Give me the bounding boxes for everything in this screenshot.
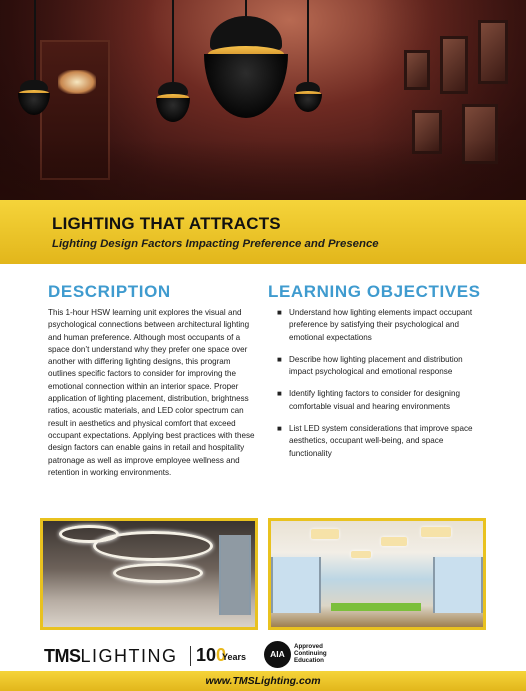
- objective-item: [276, 388, 486, 413]
- logo-tms-text: TMS: [44, 646, 81, 666]
- bullet-icon: ■: [277, 389, 282, 399]
- anniversary-years: Years: [222, 652, 247, 662]
- objectives-list: [276, 307, 486, 470]
- hero-wall-frame: [404, 50, 430, 90]
- page-subtitle: Lighting Design Factors Impacting Preference and Presence: [52, 238, 379, 250]
- ceiling-panel: [351, 551, 371, 558]
- pendant-cord: [172, 0, 174, 84]
- objective-item: [276, 354, 486, 379]
- description-body: This 1-hour HSW learning unit explores the visual and psychological connections between architectural lighting and human preference. Although most occupants of a space don’t understand why they prefer one space over another with differing lighting designs, this program outlines specific factors to consider for improving the emotional connection within an interior space. Proper application of lighting placement, distribution, brightness ratios, acoustic materials, and LED color spectrum can result in aesthetics and physical comfort that exceed occupant expectations. Applying best practices with these design factors can enable gains in retail and hospitality patronage as well as improve employee wellness and retention in working environments.: [48, 308, 255, 477]
- bullet-icon: ■: [277, 308, 282, 317]
- green-floor-patch: [331, 603, 421, 611]
- pendant-cord: [34, 0, 36, 82]
- objective-item: [276, 423, 486, 460]
- window: [433, 557, 483, 613]
- ceiling-panel: [381, 537, 407, 546]
- office-photo: [268, 518, 486, 630]
- window: [219, 535, 251, 615]
- hero-wall-frame: [478, 20, 508, 84]
- description-heading: DESCRIPTION: [48, 282, 171, 301]
- pendant-cord: [307, 0, 309, 84]
- website-url: www.TMSLighting.com: [205, 675, 321, 687]
- anniversary-number: 10: [196, 645, 217, 665]
- page-title: LIGHTING THAT ATTRACTS: [52, 214, 281, 233]
- objective-item: [276, 307, 486, 344]
- aia-badge-icon: AIA: [264, 641, 291, 668]
- ceiling-panel: [421, 527, 451, 537]
- hero-image: [0, 0, 526, 200]
- ceiling-panel: [311, 529, 339, 539]
- aia-badge-text: [294, 643, 354, 665]
- objective-text: List LED system considerations that improve space aesthetics, occupant well-being, and space functionality: [289, 424, 473, 458]
- anniversary-number-accent: 0: [216, 645, 227, 665]
- lounge-photo: [40, 518, 258, 630]
- tms-lighting-logo: [44, 646, 178, 667]
- objective-text: Understand how lighting elements impact occupant preference by satisfying their psychological and emotional expectations: [289, 308, 473, 342]
- hero-wall-frame: [440, 36, 468, 94]
- aia-line: Education: [294, 657, 324, 665]
- objectives-heading: LEARNING OBJECTIVES: [268, 282, 481, 301]
- aia-line: Approved: [294, 643, 323, 650]
- bullet-icon: ■: [277, 424, 282, 434]
- hero-shelf-glow: [58, 70, 96, 94]
- logo-lighting-text: LIGHTING: [80, 646, 178, 666]
- bullet-icon: ■: [277, 354, 282, 364]
- ring-light: [113, 563, 203, 583]
- ring-light: [59, 525, 119, 543]
- aia-line: Continuing: [294, 650, 327, 658]
- objective-text: Identify lighting factors to consider for designing comfortable visual and hearing environments: [289, 389, 460, 411]
- hero-floor-shade: [0, 140, 526, 200]
- objective-text: Describe how lighting placement and distribution impact psychological and emotional response: [289, 354, 463, 377]
- window: [271, 557, 321, 613]
- logo-divider: [190, 646, 191, 666]
